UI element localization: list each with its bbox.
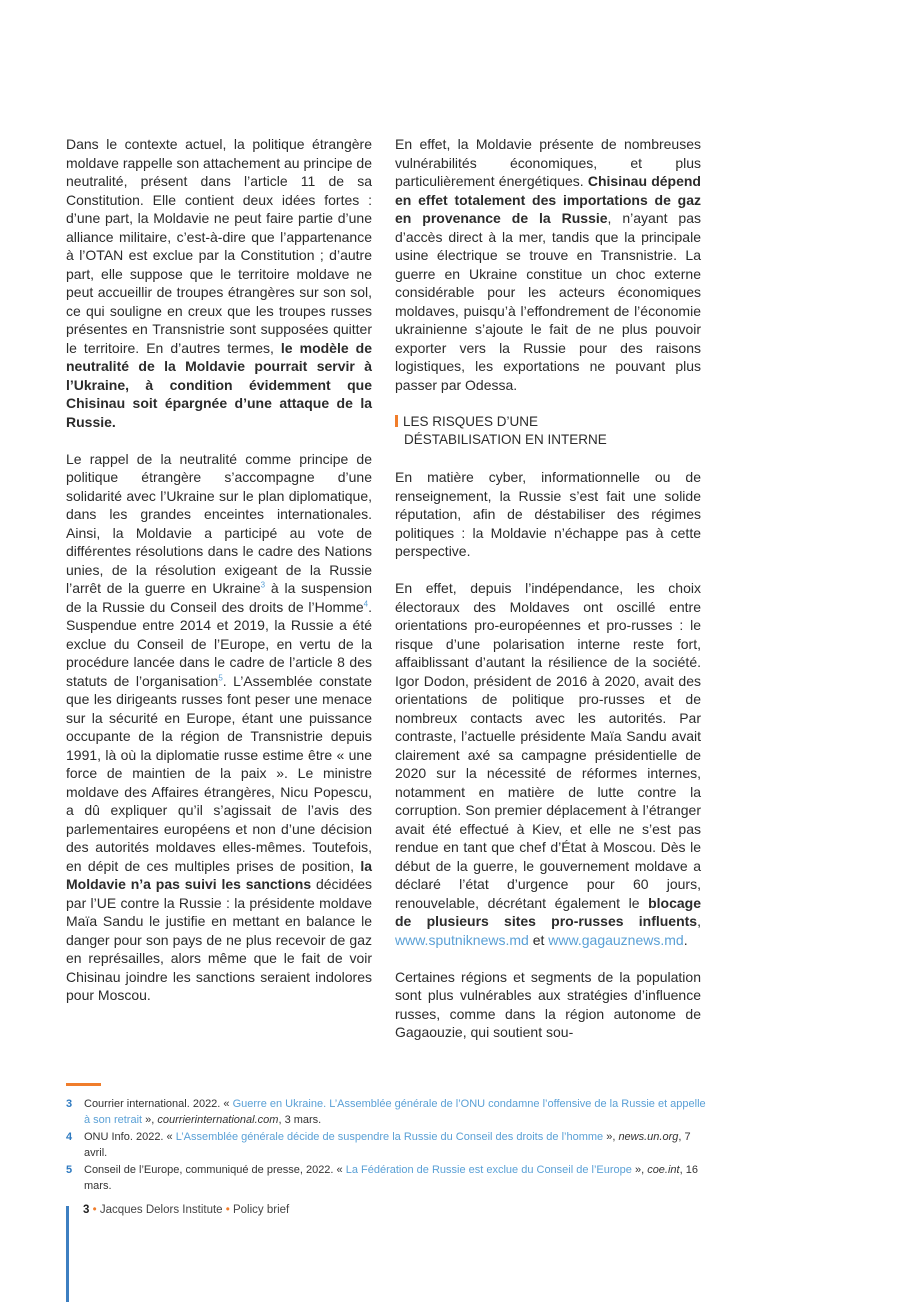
- bold-text: la Moldavie n’a pas suivi les sanctions: [66, 857, 372, 892]
- section-heading: LES RISQUES D’UNE DÉSTABILISATION EN INTERNE: [395, 413, 701, 450]
- heading-accent-bar: [395, 415, 398, 427]
- footnote-ref-5[interactable]: 5: [218, 672, 223, 682]
- footer-accent-bar: [66, 1206, 69, 1302]
- footnote-ref-4[interactable]: 4: [363, 598, 369, 608]
- page-number: 3: [83, 1204, 90, 1216]
- footnote-ref-3[interactable]: 3: [260, 580, 266, 590]
- bold-text: Chisinau dépend en effet totalement des importations de gaz en provenance de la Russie: [395, 173, 701, 226]
- paragraph-elections: En effet, depuis l’indépendance, les choix électoraux des Moldaves ont oscillé entre orientations pro-européennes et pro-russes : le risque d’une polarisation interne reste fort, affaiblissant d’autant la résilience de la société. Igor Dodon, président de 2016 à 2020, avait des orientations de politique pro-russes et de nombreux contacts avec les autorités. Par contraste, l’actuelle présidente Maïa Sandu avait clairement axé sa campagne présidentielle de 2020 sur la nécessité de réformes internes, notamment en matière de lutte contre la corruption. Son premier déplacement à l’étranger avait été effectué à Kiev, et elle ne s’est pas rendue en tant que chef d’État à Moscou. Dès le début de la guerre, le gouvernement moldave a déclaré l’état d’urgence pour 60 jours, renouvelable, décrétant également le blocage de plusieurs sites pro-russes influents, www.sputniknews.md et www.gagauznews.md.: [395, 580, 701, 948]
- footnotes: [66, 1097, 706, 1196]
- document-type: Policy brief: [232, 1204, 290, 1216]
- right-column: [395, 135, 701, 1060]
- bold-text: blocage de plusieurs sites pro-russes influents: [395, 894, 701, 929]
- footnote-link[interactable]: L’Assemblée générale décide de suspendre la Russie du Conseil des droits de l’homme: [175, 1131, 604, 1143]
- footnote-link[interactable]: Guerre en Ukraine. L’Assemblée générale de l’ONU condamne l’offensive de la Russie et appelle à son retrait: [84, 1098, 706, 1126]
- paragraph-vulnerabilities: En effet, la Moldavie présente de nombreuses vulnérabilités économiques, et plus particulièrement énergétiques. Chisinau dépend en effet totalement des importations de gaz en provenance de la Russie, n’ayant pas d’accès direct à la mer, tandis que la principale usine électrique se trouve en Transnistrie. La guerre en Ukraine constitue un choc externe considérable pour les acteurs économiques moldaves, puisqu’à l’effondrement de l’économie ukrainienne s’ajoute le fait de ne plus pouvoir exporter vers la Russie pour des raisons logistiques, les exportations ne pouvant plus passer par Odessa.: [395, 136, 702, 393]
- page-footer: 3 • Jacques Delors Institute • Policy brief: [83, 1204, 290, 1216]
- footnote-link[interactable]: La Fédération de Russie est exclue du Conseil de l’Europe: [345, 1164, 632, 1176]
- paragraph-neutrality: Dans le contexte actuel, la politique étrangère moldave rappelle son attachement au principe de neutralité, présent dans l’article 11 de sa Constitution. Elle contient deux idées fortes : d’une part, la Moldavie ne peut faire partie d’une alliance militaire, c’est-à-dire que l’appartenance à l’OTAN est exclue par la Constitution ; d’autre part, elle suppose que le territoire moldave ne peut accueillir de troupes étrangères sur son sol, ce qui souligne en creux que les troupes russes présentes en Transnistrie sont supposées quitter le territoire. En d’autres termes, le modèle de neutralité de la Moldavie pourrait servir à l’Ukraine, à condition évidemment que Chisinau soit épargnée d’une attaque de la Russie.: [66, 136, 372, 430]
- link-gagauznews[interactable]: www.gagauznews.md: [548, 931, 684, 948]
- bold-text: le modèle de neutralité de la Moldavie pourrait servir à l’Ukraine, à condition évidemment que Chisinau soit épargnée d’une attaque de la Russie.: [66, 339, 372, 430]
- footnote-divider: [66, 1083, 101, 1086]
- link-sputniknews[interactable]: www.sputniknews.md: [395, 931, 529, 948]
- paragraph-regions: Certaines régions et segments de la population sont plus vulnérables aux stratégies d’influence russes, comme dans la région autonome de Gagaouzie, qui soutient sou-: [395, 968, 701, 1040]
- paragraph-solidarity: Le rappel de la neutralité comme principe de politique étrangère s’accompagne d’une solidarité avec l’Ukraine sur le plan diplomatique, dans les grandes enceintes internationales. Ainsi, la Moldavie a participé au vote de différentes résolutions dans le cadre des Nations unies, de la résolution exigeant de la Russie l’arrêt de la guerre en Ukraine$^3$ à la suspension de la Russie du Conseil des droits de l’Homme$^4$. Suspendue entre 2014 et 2019, la Russie a été exclue du Conseil de l’Europe, en vertu de la procédure lancée dans le cadre de l’article 8 des statuts de l’organisation$^5$. L’Assemblée constate que les dirigeants russes font peser une menace sur la sécurité en Europe, étant une puissance occupante de la région de Transnistrie depuis 1991, là où la diplomatie russe estime être « une force de maintien de la paix ». Le ministre moldave des Affaires étrangères, Nicu Popescu, a dû expliquer qu’il s’agissait de l’avis des parlementaires européens et non d’une décision des autorités moldaves elles-mêmes. Toutefois, en dépit de ces multiples prises de position, la Moldavie n’a pas suivi les sanctions décidées par l’UE contre la Russie : la présidente moldave Maïa Sandu le justifie en mettant en balance le danger pour son pays de ne plus recevoir de gaz en représailles, alors même que le fait de voir Chisinau joindre les sanctions seraient indolores pour Moscou.: [66, 450, 372, 1003]
- footnote-4: 4 ONU Info. 2022. « L’Assemblée générale décide de suspendre la Russie du Conseil des droits de l’homme », news.un.org, 7 avril.: [66, 1131, 691, 1159]
- paragraph-cyber: En matière cyber, informationnelle ou de renseignement, la Russie s’est fait une solide réputation, afin de déstabiliser des régimes politiques : la Moldavie n’échappe pas à cette perspective.: [395, 469, 701, 559]
- left-column: [66, 135, 372, 1023]
- institute-name: Jacques Delors Institute: [99, 1204, 223, 1216]
- footnote-3: 3 Courrier international. 2022. « Guerre en Ukraine. L’Assemblée générale de l’ONU condamne l’offensive de la Russie et appelle à son retrait », courrierinternational.com, 3 mars.: [66, 1098, 706, 1126]
- footnote-5: 5 Conseil de l’Europe, communiqué de presse, 2022. « La Fédération de Russie est exclue du Conseil de l’Europe », coe.int, 16 mars.: [66, 1164, 698, 1192]
